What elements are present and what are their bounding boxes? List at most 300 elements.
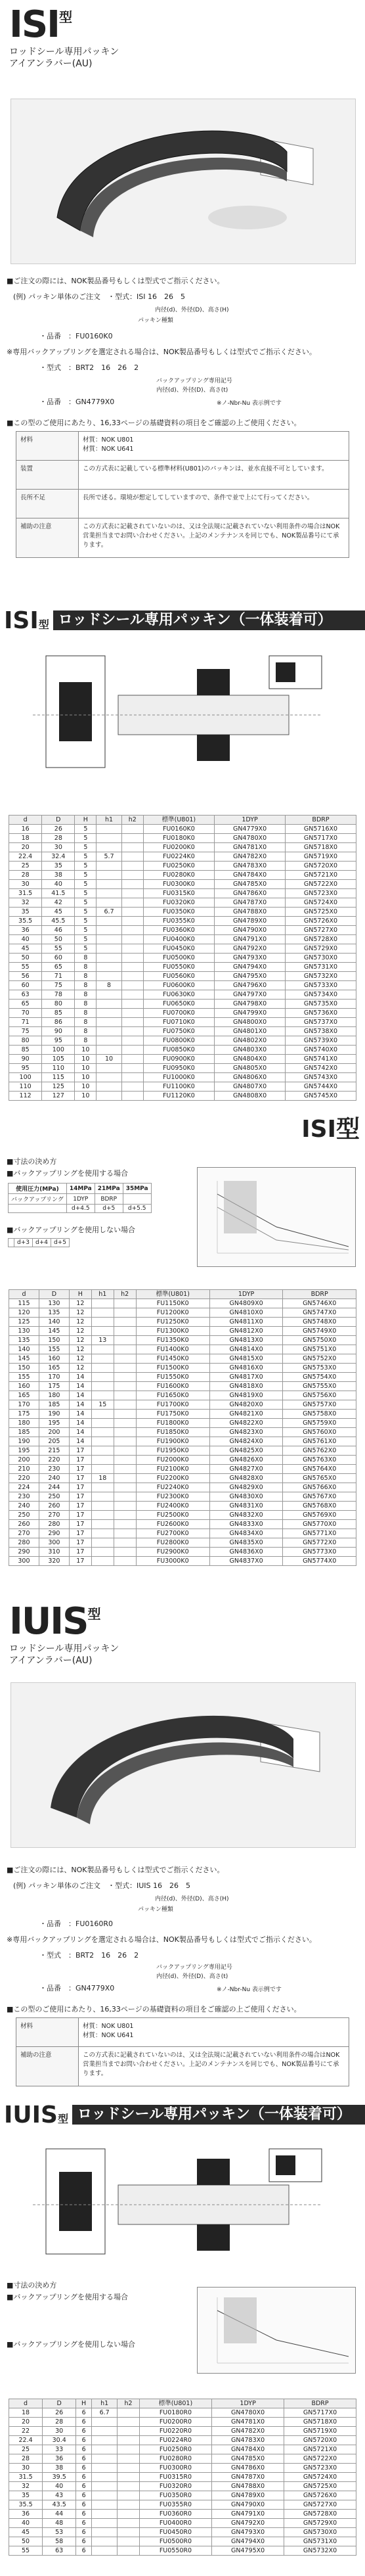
table-row <box>9 898 356 908</box>
table-cell: GN4793X0 <box>215 954 286 963</box>
table-cell: 17 <box>69 1511 91 1520</box>
table-cell: FU1800K0 <box>136 1419 209 1428</box>
table-cell: FU0360R0 <box>139 2510 211 2519</box>
table-cell: 5 <box>75 871 97 880</box>
table-cell: 36 <box>43 2454 76 2464</box>
table-cell: FU1500K0 <box>136 1364 209 1373</box>
table-row <box>9 1345 356 1354</box>
table-cell <box>92 2473 118 2482</box>
table-cell <box>97 1027 122 1036</box>
table-cell: 6 <box>76 2436 92 2445</box>
table-cell: 75 <box>42 981 75 990</box>
table-cell <box>97 880 122 889</box>
table-cell <box>92 2546 118 2556</box>
table-cell: 10 <box>75 1064 97 1073</box>
table-cell: GN4834X0 <box>209 1529 283 1538</box>
table-cell: 5 <box>75 852 97 862</box>
table-cell: 135 <box>39 1308 69 1318</box>
table-cell: GN4831X0 <box>209 1502 283 1511</box>
table-cell: GN4822X0 <box>209 1419 283 1428</box>
table-cell <box>114 1446 136 1456</box>
table-cell: 160 <box>39 1354 69 1364</box>
table-cell: 12 <box>69 1364 91 1373</box>
iuis-usage-intro: ■この型のご使用にあたり、16,33ページの基礎資料の項目をご確認の上ご使用ください。 <box>7 2005 301 2013</box>
table-row <box>9 1308 356 1318</box>
table-cell: GN5755X0 <box>283 1382 356 1391</box>
table-row <box>9 944 356 954</box>
table-cell <box>114 1318 136 1327</box>
table-cell: FU0200K0 <box>143 843 214 852</box>
table-cell: 150 <box>39 1336 69 1345</box>
table-cell: 8 <box>75 972 97 981</box>
table-cell: 175 <box>39 1382 69 1391</box>
table-cell: FU0355R0 <box>139 2500 211 2510</box>
table-cell: 220 <box>9 1474 39 1483</box>
isi-calc-note2: ■バックアップリングを使用しない場合 <box>7 1226 135 1234</box>
table-cell: FU0400R0 <box>139 2519 211 2528</box>
table-row <box>9 1082 356 1092</box>
table-cell: GN5766X0 <box>283 1483 356 1492</box>
table-cell: GN4810X0 <box>209 1308 283 1318</box>
table-cell: 12 <box>69 1318 91 1327</box>
table-cell: 50 <box>9 954 42 963</box>
table-cell: 17 <box>69 1492 91 1502</box>
table-cell: 30 <box>43 2427 76 2436</box>
table-cell: 45 <box>9 944 42 954</box>
table-cell: 75 <box>9 1027 42 1036</box>
table-cell: FU2900K0 <box>136 1548 209 1557</box>
table-cell <box>118 2418 139 2427</box>
table-cell: FU2400K0 <box>136 1502 209 1511</box>
table-cell <box>121 898 143 908</box>
table-cell <box>97 1018 122 1027</box>
iuis-legend-inner: 内径(d)、外径(D)、高さ(H) <box>155 1896 229 1902</box>
table-cell <box>92 2491 118 2500</box>
table-cell: FU3000K0 <box>136 1557 209 1566</box>
table-cell: FU0220R0 <box>139 2427 211 2436</box>
table-cell <box>92 2436 118 2445</box>
table-cell: FU0180R0 <box>139 2408 211 2418</box>
table-cell: GN5771X0 <box>283 1529 356 1538</box>
table-cell: GN4837X0 <box>209 1557 283 1566</box>
table-cell: 200 <box>39 1428 69 1437</box>
table-row <box>9 1373 356 1382</box>
table-cell: 14 <box>69 1373 91 1382</box>
isi-legend-backup2: 内径(d)、外径(D)、高さ(t) <box>156 387 228 394</box>
table-row <box>9 880 356 889</box>
table-row <box>9 1036 356 1046</box>
table-cell: GN5730X0 <box>286 954 356 963</box>
table-row <box>9 2445 356 2454</box>
table-cell: GN5746X0 <box>283 1299 356 1308</box>
table-row <box>9 1318 356 1327</box>
table-cell: GN5739X0 <box>286 1036 356 1046</box>
table-cell <box>92 2510 118 2519</box>
table-cell <box>114 1391 136 1400</box>
table-cell: GN5727X0 <box>284 2500 356 2510</box>
table-cell: FU1700K0 <box>136 1400 209 1410</box>
table-cell: 30 <box>9 880 42 889</box>
table-cell: GN4794X0 <box>215 963 286 972</box>
table-cell <box>97 889 122 898</box>
iuis-suffix: 型 <box>87 1606 101 1622</box>
table-cell: 230 <box>9 1492 39 1502</box>
iuis-product-no: ・品番 ：FU0160R0 <box>39 1920 114 1928</box>
table-cell: 112 <box>9 1092 42 1101</box>
table-cell: 25 <box>9 862 42 871</box>
table-cell: GN4817X0 <box>209 1373 283 1382</box>
table-cell: GN5749X0 <box>283 1327 356 1336</box>
table-cell: 36 <box>9 926 42 935</box>
table-row <box>9 1027 356 1036</box>
table-cell: 190 <box>9 1437 39 1446</box>
table-cell: FU2240K0 <box>136 1483 209 1492</box>
table-cell <box>121 1046 143 1055</box>
table-cell: FU1850K0 <box>136 1428 209 1437</box>
table-cell: 100 <box>42 1046 75 1055</box>
table-row <box>9 990 356 1000</box>
table-cell: GN5774X0 <box>283 1557 356 1566</box>
iuis-cross-section-diagram <box>20 2136 348 2267</box>
table-cell: GN4835X0 <box>209 1538 283 1548</box>
table-cell: 18 <box>91 1474 114 1483</box>
table-cell <box>114 1492 136 1502</box>
table-cell: GN4797X0 <box>215 990 286 1000</box>
table-cell <box>114 1364 136 1373</box>
table-cell: GN4813X0 <box>209 1336 283 1345</box>
table-cell: 6.7 <box>92 2408 118 2418</box>
table-cell <box>91 1456 114 1465</box>
table-cell: 224 <box>9 1483 39 1492</box>
table-cell <box>91 1318 114 1327</box>
iuis-order-example: (例) パッキン単体のご注文 ・型式：IUIS 16 26 5 <box>13 1881 190 1890</box>
table-cell: GN5772X0 <box>283 1538 356 1548</box>
table-cell <box>118 2500 139 2510</box>
table-cell: FU0315R0 <box>139 2473 211 2482</box>
table-row <box>9 834 356 843</box>
table-cell: FU0360K0 <box>143 926 214 935</box>
table-cell: 30.4 <box>43 2436 76 2445</box>
table-cell: 17 <box>69 1557 91 1566</box>
table-cell: 8 <box>75 1036 97 1046</box>
table-cell <box>118 2537 139 2546</box>
table-cell: 18 <box>9 2408 43 2418</box>
table-cell: 6 <box>76 2454 92 2464</box>
table-cell: 115 <box>42 1073 75 1082</box>
table-cell: 6.7 <box>97 908 122 917</box>
table-cell: FU0224K0 <box>143 852 214 862</box>
table-cell: GN5762X0 <box>283 1446 356 1456</box>
table-cell <box>91 1511 114 1520</box>
table-cell <box>121 1036 143 1046</box>
table-cell: GN5728X0 <box>284 2510 356 2519</box>
isi-band: ISI型 ロッドシール専用パッキン（一体装着可） <box>0 606 365 635</box>
table-cell: 95 <box>9 1064 42 1073</box>
table-cell: GN5723X0 <box>284 2464 356 2473</box>
table-cell <box>114 1345 136 1354</box>
table-cell: FU0600K0 <box>143 981 214 990</box>
table-row <box>9 825 356 834</box>
table-cell: FU2200K0 <box>136 1474 209 1483</box>
table-cell: 127 <box>42 1092 75 1101</box>
table-row <box>9 1299 356 1308</box>
table-cell: GN5732X0 <box>284 2546 356 2556</box>
table-cell: FU0630K0 <box>143 990 214 1000</box>
table-cell: GN4824X0 <box>209 1437 283 1446</box>
table-cell: GN4784X0 <box>212 2445 284 2454</box>
table-cell: 86 <box>42 1018 75 1027</box>
table-cell: FU2100K0 <box>136 1465 209 1474</box>
isi-rows-b <box>9 1299 356 1566</box>
table-cell: 20 <box>9 2418 43 2427</box>
table-cell: FU1300K0 <box>136 1327 209 1336</box>
isi-rows-a <box>9 825 356 1101</box>
table-cell: GN5768X0 <box>283 1502 356 1511</box>
table-cell: FU0750K0 <box>143 1027 214 1036</box>
table-cell: GN5744X0 <box>286 1082 356 1092</box>
table-cell <box>91 1364 114 1373</box>
table-cell: 35.5 <box>9 2500 43 2510</box>
table-row <box>9 1483 356 1492</box>
table-row <box>9 843 356 852</box>
table-cell: GN5730X0 <box>284 2528 356 2537</box>
iuis-backup-type: ・型式 ：BRT2 16 26 2 <box>39 1951 139 1960</box>
table-cell: FU1100K0 <box>143 1082 214 1092</box>
table-cell <box>121 1055 143 1064</box>
table-row <box>9 1073 356 1082</box>
table-cell: FU0650K0 <box>143 1000 214 1009</box>
table-cell <box>118 2546 139 2556</box>
table-cell: 220 <box>39 1456 69 1465</box>
table-cell: 230 <box>39 1465 69 1474</box>
table-cell: GN5750X0 <box>283 1336 356 1345</box>
table-cell: 17 <box>69 1548 91 1557</box>
table-cell <box>121 862 143 871</box>
table-cell: GN4830X0 <box>209 1492 283 1502</box>
table-row <box>9 1382 356 1391</box>
table-cell: 14 <box>69 1391 91 1400</box>
table-cell <box>114 1428 136 1437</box>
isi-chart-svg <box>198 1168 355 1266</box>
table-cell <box>114 1520 136 1529</box>
table-cell: GN4784X0 <box>215 871 286 880</box>
table-cell: GN4787X0 <box>212 2473 284 2482</box>
table-cell: GN4816X0 <box>209 1364 283 1373</box>
iuis-ring-illustration <box>11 1683 355 1847</box>
table-cell: 32 <box>9 2482 43 2491</box>
table-cell: 32.4 <box>42 852 75 862</box>
table-cell: 80 <box>42 1000 75 1009</box>
table-row <box>9 1492 356 1502</box>
table-cell <box>97 1036 122 1046</box>
table-cell <box>91 1382 114 1391</box>
table-cell <box>91 1308 114 1318</box>
table-cell: 5.7 <box>97 852 122 862</box>
table-cell: 63 <box>43 2546 76 2556</box>
table-cell: GN5720X0 <box>284 2436 356 2445</box>
table-cell: FU0160K0 <box>143 825 214 834</box>
table-cell: FU0900K0 <box>143 1055 214 1064</box>
table-cell <box>114 1557 136 1566</box>
table-cell: 55 <box>42 944 75 954</box>
isi-calc-note1: ■バックアップリングを使用する場合 <box>7 1169 128 1178</box>
table-cell: GN4829X0 <box>209 1483 283 1492</box>
iuis-legend-backup2: 内径(d)、外径(D)、高さ(t) <box>156 1973 228 1980</box>
table-cell: GN4805X0 <box>215 1064 286 1073</box>
table-cell: GN5764X0 <box>283 1465 356 1474</box>
isi-order-intro: ■ご注文の際には、NOK製品番号もしくは型式でご指示ください。 <box>7 277 225 285</box>
table-cell: GN5725X0 <box>284 2482 356 2491</box>
iuis-line2: アイアンラバー(AU) <box>9 1655 93 1666</box>
table-row <box>9 926 356 935</box>
table-cell: FU0180K0 <box>143 834 214 843</box>
table-row <box>9 972 356 981</box>
table-cell: 155 <box>9 1373 39 1382</box>
table-cell: 41.5 <box>42 889 75 898</box>
table-cell <box>121 935 143 944</box>
table-cell: GN4823X0 <box>209 1428 283 1437</box>
table-cell: 5 <box>75 834 97 843</box>
table-cell: 180 <box>39 1391 69 1400</box>
table-cell: GN4799X0 <box>215 1009 286 1018</box>
table-cell: GN5740X0 <box>286 1046 356 1055</box>
iuis-legend-material: ※ノ-Nbr-Nu 表示例です <box>217 1987 282 1993</box>
table-cell: GN5770X0 <box>283 1520 356 1529</box>
isi-title-block <box>9 3 119 70</box>
table-row <box>9 1437 356 1446</box>
table-cell: GN5742X0 <box>286 1064 356 1073</box>
table-cell: FU1200K0 <box>136 1308 209 1318</box>
table-cell <box>92 2418 118 2427</box>
table-cell <box>92 2500 118 2510</box>
table-cell: 155 <box>39 1345 69 1354</box>
table-cell: 6 <box>76 2408 92 2418</box>
table-cell <box>97 944 122 954</box>
table-cell <box>118 2445 139 2454</box>
table-cell: 180 <box>9 1419 39 1428</box>
table-cell: 5 <box>75 880 97 889</box>
table-row <box>9 1474 356 1483</box>
table-cell: GN5735X0 <box>286 1000 356 1009</box>
table-cell: 35 <box>9 2491 43 2500</box>
isi-extrusion-chart <box>197 1167 356 1267</box>
table-cell: GN5756X0 <box>283 1391 356 1400</box>
table-cell: 40 <box>9 935 42 944</box>
table-cell <box>97 1082 122 1092</box>
table-cell: 60 <box>42 954 75 963</box>
table-cell: GN4782X0 <box>215 852 286 862</box>
table-row <box>9 2436 356 2445</box>
table-cell: 8 <box>75 1009 97 1018</box>
table-cell: 290 <box>39 1529 69 1538</box>
table-cell: 80 <box>9 1036 42 1046</box>
table-cell <box>92 2464 118 2473</box>
table-cell <box>121 972 143 981</box>
table-row <box>9 1000 356 1009</box>
table-row <box>9 908 356 917</box>
table-cell <box>114 1299 136 1308</box>
table-cell: 110 <box>42 1064 75 1073</box>
table-cell <box>97 862 122 871</box>
table-row <box>9 1046 356 1055</box>
table-cell: FU0355K0 <box>143 917 214 926</box>
table-cell: GN4804X0 <box>215 1055 286 1064</box>
table-cell <box>121 1009 143 1018</box>
table-cell: 45.5 <box>42 917 75 926</box>
table-cell: 135 <box>9 1336 39 1345</box>
table-cell: GN5718X0 <box>286 843 356 852</box>
isi-line1: ロッドシール専用パッキン <box>9 47 119 57</box>
table-cell: GN4825X0 <box>209 1446 283 1456</box>
table-cell: 12 <box>69 1336 91 1345</box>
table-cell: 56 <box>9 972 42 981</box>
table-cell <box>91 1428 114 1437</box>
table-cell: GN5773X0 <box>283 1548 356 1557</box>
table-cell: 185 <box>39 1400 69 1410</box>
table-cell <box>91 1492 114 1502</box>
table-cell: GN4802X0 <box>215 1036 286 1046</box>
table-cell: GN4788X0 <box>212 2482 284 2491</box>
table-cell: 6 <box>76 2427 92 2436</box>
table-cell <box>92 2537 118 2546</box>
table-cell: 8 <box>75 1018 97 1027</box>
isi-product-no-2: ・品番 ：GN4779X0 <box>39 398 115 406</box>
table-cell <box>92 2528 118 2537</box>
table-row <box>9 1538 356 1548</box>
table-cell <box>91 1465 114 1474</box>
table-cell <box>91 1557 114 1566</box>
table-cell: 65 <box>42 963 75 972</box>
table-cell: 95 <box>42 1036 75 1046</box>
isi-dimension-table-a: d D H h1 h2 標準(U801) 1DYP BDRP 16 26 5 FU0160K0 GN4779X0 GN5716X0 18 28 5 FU0180K0 GN4780X0 GN5717X0 20 30 5 FU0200K0 GN4781X0 GN5718X0 22.4 32.4 5 5.7 FU0224K0 GN4782X0 GN5719X0 25 35 5 FU0250K0 GN4783X0 GN5720X0 28 38 5 FU0280K0 GN4784X0 GN5721X0 30 40 5 FU0300K0 GN4785X0 GN5722X0 31.5 41.5 5 FU0315K0 GN4786X0 GN5723X0 32 42 5 FU0320K0 GN4787X0 GN5724X0 35 45 5 6.7 FU0350K0 GN4788X0 GN5725X0 35.5 45.5 5 FU0355K0 GN4789X0 GN5726X0 36 46 5 FU0360K0 GN4790X0 GN5727X0 40 50 5 FU0400K0 GN4791X0 GN5728X0 45 55 5 FU0450K0 GN4792X0 GN5729X0 50 60 8 FU0500K0 GN4793X0 GN5730X0 55 65 8 FU0550K0 GN4794X0 GN5731X0 56 71 8 FU0560K0 GN4795X0 GN5732X0 60 75 8 8 FU0600K0 GN4796X0 GN5733X0 63 78 8 FU0630K0 GN4797X0 GN5734X0 65 80 8 FU0650K0 GN4798X0 GN5735X0 70 85 8 FU0700K0 GN4799X0 GN5736X0 71 86 8 FU0710K0 GN4800X0 GN5737X0 75 90 8 FU0750K0 GN4801X0 GN5738X0 80 95 8 FU0800K0 GN4802X0 GN5739X0 85 100 10 FU0850K0 GN4803X0 GN5740X0 90 105 10 10 FU0900K0 GN4804X0 GN5741X0 95 110 10 FU0950K0 GN4805X0 GN5742X0 100 115 10 FU1000K0 GN4806X0 GN5743X0 110 125 10 FU1100K0 GN4807X0 GN5744X0 112 127 10 FU1120K0 GN4808X0 GN5745X0 <box>9 815 356 1101</box>
table-cell <box>91 1299 114 1308</box>
iuis-backup-note: ※専用バックアップリングを選定される場合は、NOK製品番号もしくは型式でご指示ください。 <box>7 1935 316 1944</box>
table-cell: 6 <box>76 2445 92 2454</box>
table-cell <box>91 1419 114 1428</box>
table-cell <box>97 917 122 926</box>
table-cell: FU0950K0 <box>143 1064 214 1073</box>
table-cell: 17 <box>69 1529 91 1538</box>
table-cell: GN4806X0 <box>215 1073 286 1082</box>
table-cell <box>121 963 143 972</box>
table-cell: GN5741X0 <box>286 1055 356 1064</box>
table-cell: 170 <box>9 1400 39 1410</box>
table-cell: 71 <box>9 1018 42 1027</box>
table-cell: GN5716X0 <box>286 825 356 834</box>
table-cell: FU1250K0 <box>136 1318 209 1327</box>
table-cell: 5 <box>75 898 97 908</box>
table-cell: 39.5 <box>43 2473 76 2482</box>
isi-order-example: (例) パッキン単体のご注文 ・型式：ISI 16 26 5 <box>13 292 185 301</box>
table-cell: GN5717X0 <box>284 2408 356 2418</box>
table-cell: GN4781X0 <box>212 2418 284 2427</box>
table-cell: GN5721X0 <box>284 2445 356 2454</box>
table-cell: 5 <box>75 843 97 852</box>
table-cell: 70 <box>9 1009 42 1018</box>
table-cell: GN5731X0 <box>284 2537 356 2546</box>
table-cell: GN5724X0 <box>286 898 356 908</box>
table-row <box>9 1064 356 1073</box>
table-cell: FU2800K0 <box>136 1538 209 1548</box>
table-cell <box>118 2519 139 2528</box>
table-cell: 140 <box>9 1345 39 1354</box>
table-cell: 38 <box>42 871 75 880</box>
table-cell <box>114 1336 136 1345</box>
table-cell: FU0280R0 <box>139 2454 211 2464</box>
table-row <box>9 1327 356 1336</box>
table-cell <box>121 834 143 843</box>
table-cell <box>114 1354 136 1364</box>
